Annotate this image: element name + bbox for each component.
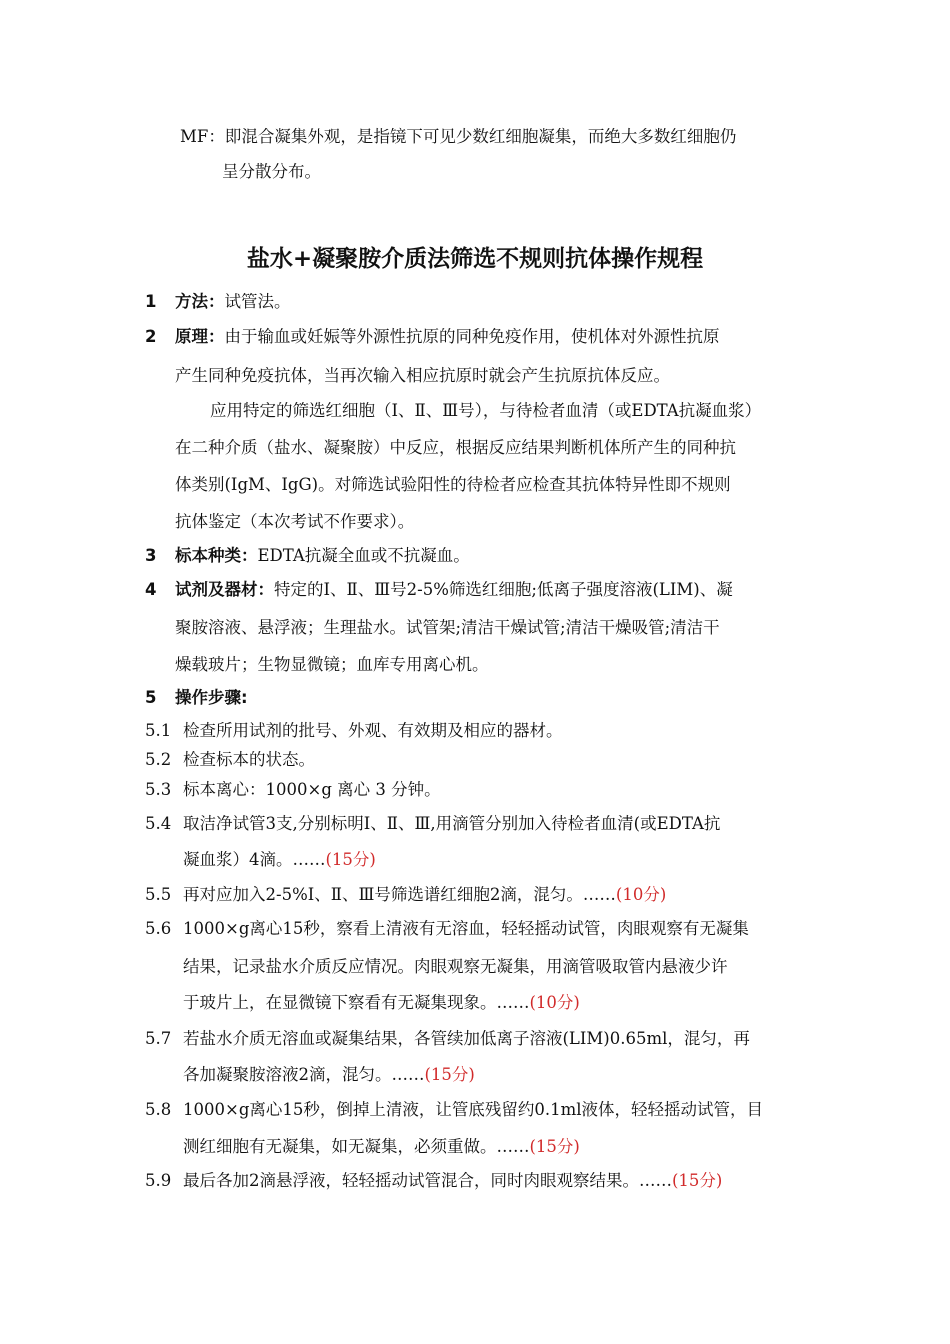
section-2-label: 原理： [175, 327, 225, 346]
step-5-4-line-2 [183, 852, 376, 869]
section-5 [145, 690, 248, 707]
step-5-7 [145, 1031, 750, 1048]
step-5-4-number: 5.4 [145, 814, 172, 833]
section-4 [145, 582, 733, 599]
step-5-4-line-2-text: 凝血浆）4滴。…… [183, 850, 326, 869]
section-2-line-4: 在二种介质（盐水、凝聚胺）中反应，根据反应结果判断机体所产生的同种抗 [175, 438, 736, 457]
section-3 [145, 548, 470, 565]
step-5-6-line-3 [183, 995, 580, 1012]
step-5-4-score: (15分) [325, 850, 376, 869]
step-5-7-number: 5.7 [145, 1029, 172, 1048]
section-1-label: 方法： [175, 292, 225, 311]
section-5-number: 5 [145, 688, 157, 707]
mf-note-line-1: MF：即混合凝集外观，是指镜下可见少数红细胞凝集，而绝大多数红细胞仍 [180, 127, 737, 146]
step-5-6-score: (10分) [529, 993, 580, 1012]
step-5-7-line-2 [183, 1067, 475, 1084]
step-5-6-line-1: 1000×g离心15秒，察看上清液有无溶血，轻轻摇动试管，肉眼观察有无凝集 [183, 919, 749, 938]
section-1-text: 试管法。 [224, 292, 291, 311]
step-5-3 [145, 782, 441, 799]
step-5-7-line-2-text: 各加凝聚胺溶液2滴，混匀。…… [183, 1065, 425, 1084]
step-5-8-line-2-text: 测红细胞有无凝集，如无凝集，必须重做。…… [183, 1137, 530, 1156]
section-3-label: 标本种类： [175, 546, 258, 565]
section-4-line-3: 燥载玻片；生物显微镜；血库专用离心机。 [175, 655, 489, 674]
step-5-3-number: 5.3 [145, 780, 172, 799]
step-5-5-number: 5.5 [145, 885, 172, 904]
step-5-7-score: (15分) [424, 1065, 475, 1084]
section-2-line-1: 由于输血或妊娠等外源性抗原的同种免疫作用，使机体对外源性抗原 [224, 327, 720, 346]
step-5-5-text: 再对应加入2-5%Ⅰ、Ⅱ、Ⅲ号筛选谱红细胞2滴，混匀。…… [183, 885, 616, 904]
section-2-number: 2 [145, 327, 157, 346]
step-5-6-line-2: 结果，记录盐水介质反应情况。肉眼观察无凝集，用滴管吸取管内悬液少许 [183, 957, 728, 976]
section-4-line-1: 特定的Ⅰ、Ⅱ、Ⅲ号2-5%筛选红细胞;低离子强度溶液(LIM)、凝 [274, 580, 733, 599]
step-5-2-text: 检查标本的状态。 [183, 750, 315, 769]
step-5-9-text: 最后各加2滴悬浮液，轻轻摇动试管混合，同时肉眼观察结果。…… [183, 1171, 672, 1190]
section-2-line-3: 应用特定的筛选红细胞（Ⅰ、Ⅱ、Ⅲ号），与待检者血清（或EDTA抗凝血浆） [210, 401, 762, 420]
step-5-2-number: 5.2 [145, 750, 172, 769]
step-5-1 [145, 723, 563, 740]
section-2-line-6: 抗体鉴定（本次考试不作要求）。 [175, 512, 415, 531]
section-1 [145, 294, 291, 311]
step-5-8-line-1: 1000×g离心15秒，倒掉上清液，让管底残留约0.1ml液体，轻轻摇动试管，目 [183, 1100, 764, 1119]
section-2-line-2: 产生同种免疫抗体，当再次输入相应抗原时就会产生抗原抗体反应。 [175, 366, 670, 385]
step-5-4 [145, 816, 720, 833]
step-5-1-text: 检查所用试剂的批号、外观、有效期及相应的器材。 [183, 721, 563, 740]
step-5-9-score: (15分) [672, 1171, 723, 1190]
section-4-label: 试剂及器材： [175, 580, 274, 599]
section-1-number: 1 [145, 292, 157, 311]
step-5-1-number: 5.1 [145, 721, 172, 740]
step-5-7-line-1: 若盐水介质无溶血或凝集结果，各管续加低离子溶液(LIM)0.65ml，混匀，再 [183, 1029, 750, 1048]
step-5-5 [145, 887, 666, 904]
step-5-8-line-2 [183, 1139, 580, 1156]
section-5-label: 操作步骤: [175, 688, 248, 707]
step-5-6-line-3-text: 于玻片上，在显微镜下察看有无凝集现象。…… [183, 993, 530, 1012]
step-5-8-score: (15分) [529, 1137, 580, 1156]
step-5-9-number: 5.9 [145, 1171, 172, 1190]
step-5-8 [145, 1102, 763, 1119]
section-4-line-2: 聚胺溶液、悬浮液；生理盐水。试管架;清洁干燥试管;清洁干燥吸管;清洁干 [175, 618, 720, 637]
section-4-number: 4 [145, 580, 157, 599]
step-5-2 [145, 752, 315, 769]
section-2 [145, 329, 720, 346]
step-5-4-line-1: 取洁净试管3支,分别标明Ⅰ、Ⅱ、Ⅲ,用滴管分别加入待检者血清(或EDTA抗 [183, 814, 721, 833]
step-5-9 [145, 1173, 722, 1190]
section-3-number: 3 [145, 546, 157, 565]
step-5-6-number: 5.6 [145, 919, 172, 938]
step-5-8-number: 5.8 [145, 1100, 172, 1119]
page-title: 盐水+凝聚胺介质法筛选不规则抗体操作规程 [246, 246, 704, 272]
section-2-line-5: 体类别(IgM、IgG)。对筛选试验阳性的待检者应检查其抗体特异性即不规则 [175, 475, 731, 494]
step-5-5-score: (10分) [615, 885, 667, 904]
section-3-text: EDTA抗凝全血或不抗凝血。 [257, 546, 470, 565]
step-5-3-text: 标本离心：1000×g 离心 3 分钟。 [183, 780, 441, 799]
step-5-6 [145, 921, 749, 938]
mf-note-line-2: 呈分散分布。 [222, 162, 321, 181]
